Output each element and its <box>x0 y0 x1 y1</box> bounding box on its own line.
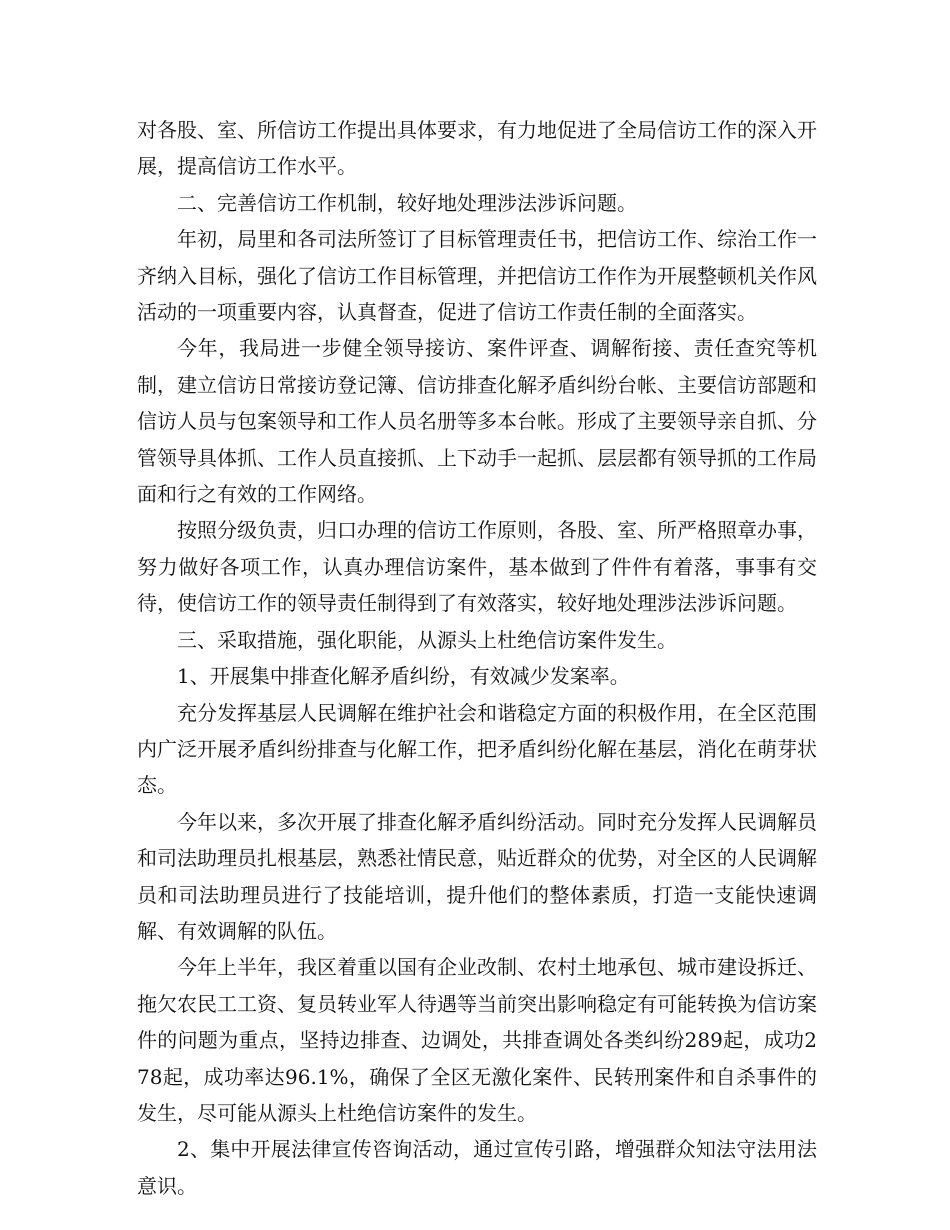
subheading-1: 1、开展集中排查化解矛盾纠纷，有效减少发案率。 <box>177 664 630 689</box>
section-heading-2: 二、完善信访工作机制，较好地处理涉法涉诉问题。 <box>177 190 637 215</box>
paragraph-mediation: 充分发挥基层人民调解在维护社会和谐稳定方面的积极作用，在全区范围内广泛开展矛盾纠纷排查与化解工作，把矛盾纠纷化解在基层，消化在萌芽状态。 <box>137 700 817 798</box>
paragraph-statistics: 今年上半年，我区着重以国有企业改制、农村土地承包、城市建设拆迁、拖欠农民工工资、复员转业军人待遇等当前突出影响稳定有可能转换为信访案件的问题为重点，坚持边排查、边调处，共排查调处各类纠纷289起，成功278起，成功率达96.1%，确保了全区无激化案件、民转刑案件和自杀事件的发生，尽可能从源头上杜绝信访案件的发生。 <box>137 955 817 1125</box>
section-heading-3: 三、采取措施，强化职能，从源头上杜绝信访案件发生。 <box>177 627 677 652</box>
paragraph-continuation: 对各股、室、所信访工作提出具体要求，有力地促进了全局信访工作的深入开展，提高信访工作水平。 <box>137 118 817 179</box>
paragraph-target-management: 年初，局里和各司法所签订了目标管理责任书，把信访工作、综治工作一齐纳入目标，强化了信访工作目标管理，并把信访工作作为开展整顿机关作风活动的一项重要内容，认真督查，促进了信访工作责任制的全面落实。 <box>137 227 817 325</box>
subheading-2: 2、集中开展法律宣传咨询活动，通过宣传引路，增强群众知法守法用法意识。 <box>137 1137 817 1198</box>
paragraph-training: 今年以来，多次开展了排查化解矛盾纠纷活动。同时充分发挥人民调解员和司法助理员扎根基层，熟悉社情民意，贴近群众的优势，对全区的人民调解员和司法助理员进行了技能培训，提升他们的整体素质，打造一支能快速调解、有效调解的队伍。 <box>137 809 817 943</box>
paragraph-responsibility: 按照分级负责，归口办理的信访工作原则，各股、室、所严格照章办事，努力做好各项工作，认真办理信访案件，基本做到了件件有着落，事事有交待，使信访工作的领导责任制得到了有效落实，较好地处理涉法涉诉问题。 <box>137 518 817 616</box>
paragraph-mechanisms: 今年，我局进一步健全领导接访、案件评查、调解衔接、责任查究等机制，建立信访日常接访登记簿、信访排查化解矛盾纠纷台帐、主要信访部题和信访人员与包案领导和工作人员名册等多本台帐。形成了主要领导亲自抓、分管领导具体抓、工作人员直接抓、上下动手一起抓、层层都有领导抓的工作局面和行之有效的工作网络。 <box>137 336 817 507</box>
document-body <box>137 112 817 1204</box>
